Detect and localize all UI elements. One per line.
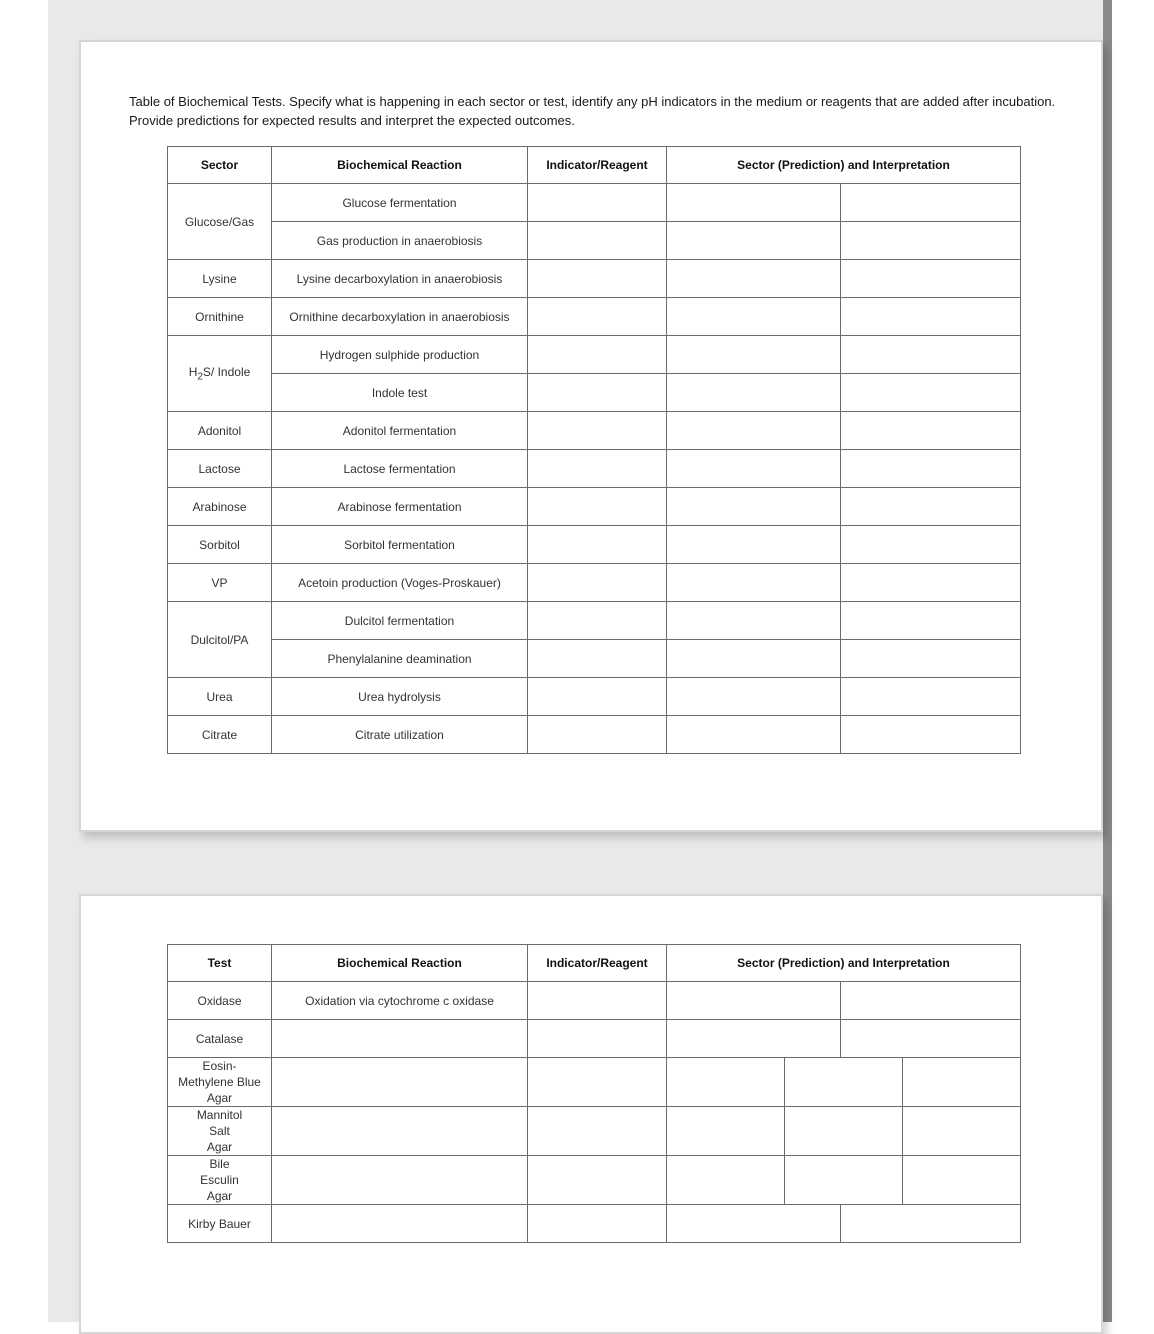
reaction-cell: Sorbitol fermentation [272,526,528,564]
interpretation-input-cell[interactable] [841,450,1021,488]
interpretation-input-cell[interactable] [841,716,1021,754]
indicator-input-cell[interactable] [528,260,667,298]
sector-cell: Dulcitol/PA [168,602,272,678]
table-row [168,1020,1021,1058]
prediction-input-cell[interactable] [667,526,841,564]
document-page-1 [79,40,1103,832]
prediction-input-cell[interactable] [667,488,841,526]
test-cell: Kirby Bauer [168,1205,272,1243]
interpretation-input-cell[interactable] [841,678,1021,716]
reaction-cell: Lactose fermentation [272,450,528,488]
sector-cell: Citrate [168,716,272,754]
table-row [168,298,1021,336]
indicator-input-cell[interactable] [528,336,667,374]
interpretation-input-cell[interactable] [841,564,1021,602]
indicator-input-cell[interactable] [528,450,667,488]
sector-cell: Urea [168,678,272,716]
indicator-input-cell[interactable] [528,526,667,564]
table-row [168,716,1021,754]
interpretation-input-cell[interactable] [841,336,1021,374]
table-row [168,260,1021,298]
reaction-cell: Adonitol fermentation [272,412,528,450]
instructions-paragraph: Table of Biochemical Tests. Specify what is happening in each sector or test, identify any pH indicators in the medium or reagents that are added after incubation. Provide predictions for expected results and interpret the expected outcomes. [129,94,1056,128]
table-row [168,1205,1021,1243]
test-name-line: Eosin- [202,1059,237,1073]
table-row [168,412,1021,450]
reaction-input-cell[interactable] [272,1156,528,1205]
prediction-input-cell[interactable] [785,1107,903,1156]
interpretation-input-cell[interactable] [903,1156,1021,1205]
indicator-input-cell[interactable] [528,1107,667,1156]
reaction-cell: Ornithine decarboxylation in anaerobiosis [272,298,528,336]
prediction-input-cell[interactable] [667,260,841,298]
biochemical-tests-table [167,146,1021,754]
table-row [168,374,1021,412]
interpretation-input-cell[interactable] [903,1058,1021,1107]
reaction-cell: Oxidation via cytochrome c oxidase [272,982,528,1020]
prediction-input-cell[interactable] [667,412,841,450]
interpretation-input-cell[interactable] [841,982,1021,1020]
interpretation-input-cell[interactable] [841,412,1021,450]
reaction-cell: Urea hydrolysis [272,678,528,716]
reaction-input-cell[interactable] [272,1058,528,1107]
sector-cell: Adonitol [168,412,272,450]
interpretation-input-cell[interactable] [903,1107,1021,1156]
test-name-line: Agar [206,1189,233,1203]
prediction-input-cell[interactable] [667,450,841,488]
indicator-input-cell[interactable] [528,602,667,640]
table-row [168,602,1021,640]
indicator-input-cell[interactable] [528,298,667,336]
sector-cell: Lysine [168,260,272,298]
prediction-input-cell[interactable] [667,336,841,374]
sector-cell [168,336,272,412]
prediction-input-cell[interactable] [667,1107,785,1156]
indicator-input-cell[interactable] [528,640,667,678]
test-name-line: Agar [206,1091,233,1105]
indicator-input-cell[interactable] [528,184,667,222]
prediction-input-cell[interactable] [667,1156,785,1205]
prediction-input-cell[interactable] [667,678,841,716]
table-row [168,982,1021,1020]
reaction-cell: Gas production in anaerobiosis [272,222,528,260]
sector-cell: Glucose/Gas [168,184,272,260]
table-row [168,336,1021,374]
prediction-input-cell[interactable] [667,564,841,602]
table-header-row [168,147,1021,184]
prediction-input-cell[interactable] [667,1205,841,1243]
indicator-input-cell[interactable] [528,1205,667,1243]
prediction-input-cell[interactable] [667,602,841,640]
test-name-line: Methylene Blue [178,1075,261,1089]
sector-cell: Lactose [168,450,272,488]
header-prediction-interpretation: Sector (Prediction) and Interpretation [667,945,1021,982]
test-name-line: Esculin [200,1173,239,1187]
prediction-input-cell[interactable] [667,982,841,1020]
reaction-cell: Hydrogen sulphide production [272,336,528,374]
reaction-cell: Arabinose fermentation [272,488,528,526]
prediction-input-cell[interactable] [667,184,841,222]
indicator-input-cell[interactable] [528,564,667,602]
sector-h2s-subscript: 2 [197,371,203,383]
table-row [168,678,1021,716]
indicator-input-cell[interactable] [528,1058,667,1107]
indicator-input-cell[interactable] [528,982,667,1020]
reaction-cell: Dulcitol fermentation [272,602,528,640]
sector-h2s-suffix: S/ Indole [202,364,251,379]
reaction-cell: Citrate utilization [272,716,528,754]
reaction-cell: Phenylalanine deamination [272,640,528,678]
interpretation-input-cell[interactable] [841,298,1021,336]
header-biochemical-reaction: Biochemical Reaction [272,945,528,982]
interpretation-input-cell[interactable] [841,374,1021,412]
test-name-line: Mannitol [196,1108,243,1122]
table-row [168,450,1021,488]
prediction-input-cell[interactable] [667,640,841,678]
reaction-input-cell[interactable] [272,1020,528,1058]
sector-cell: Ornithine [168,298,272,336]
table-row [168,564,1021,602]
interpretation-input-cell[interactable] [841,260,1021,298]
indicator-input-cell[interactable] [528,716,667,754]
table-row [168,1156,1021,1205]
header-prediction-interpretation: Sector (Prediction) and Interpretation [667,147,1021,184]
table-row [168,1107,1021,1156]
header-indicator-reagent: Indicator/Reagent [528,945,667,982]
table-row [168,640,1021,678]
interpretation-input-cell[interactable] [841,488,1021,526]
prediction-input-cell[interactable] [785,1156,903,1205]
additional-tests-table [167,944,1021,1243]
test-cell: Oxidase [168,982,272,1020]
table-row [168,488,1021,526]
reaction-input-cell[interactable] [272,1107,528,1156]
prediction-input-cell[interactable] [667,716,841,754]
sector-cell: Arabinose [168,488,272,526]
test-name-line: Salt [209,1124,230,1138]
indicator-input-cell[interactable] [528,488,667,526]
header-indicator-reagent: Indicator/Reagent [528,147,667,184]
document-page-2 [79,894,1103,1334]
table-row [168,184,1021,222]
test-cell [168,1107,272,1156]
test-name-line: Agar [206,1140,233,1154]
prediction-input-cell[interactable] [667,1020,841,1058]
prediction-input-cell[interactable] [667,374,841,412]
test-name-line: Bile [209,1157,230,1171]
scrollbar[interactable] [1103,0,1112,1322]
sector-cell: Sorbitol [168,526,272,564]
sector-h2s-prefix: H [188,364,198,379]
indicator-input-cell[interactable] [528,1156,667,1205]
prediction-input-cell[interactable] [667,298,841,336]
interpretation-input-cell[interactable] [841,222,1021,260]
table-row [168,1058,1021,1107]
reaction-cell: Glucose fermentation [272,184,528,222]
indicator-input-cell[interactable] [528,1020,667,1058]
header-biochemical-reaction: Biochemical Reaction [272,147,528,184]
test-cell: Catalase [168,1020,272,1058]
test-cell [168,1058,272,1107]
indicator-input-cell[interactable] [528,412,667,450]
interpretation-input-cell[interactable] [841,1020,1021,1058]
interpretation-input-cell[interactable] [841,602,1021,640]
interpretation-input-cell[interactable] [841,526,1021,564]
interpretation-input-cell[interactable] [841,640,1021,678]
reaction-input-cell[interactable] [272,1205,528,1243]
sector-cell: VP [168,564,272,602]
reaction-cell: Acetoin production (Voges-Proskauer) [272,564,528,602]
interpretation-input-cell[interactable] [841,184,1021,222]
table-header-row [168,945,1021,982]
reaction-cell: Indole test [272,374,528,412]
table-row [168,526,1021,564]
prediction-input-cell[interactable] [785,1058,903,1107]
indicator-input-cell[interactable] [528,222,667,260]
header-sector: Sector [168,147,272,184]
indicator-input-cell[interactable] [528,678,667,716]
table-row [168,222,1021,260]
prediction-input-cell[interactable] [667,222,841,260]
indicator-input-cell[interactable] [528,374,667,412]
test-cell [168,1156,272,1205]
header-test: Test [168,945,272,982]
reaction-cell: Lysine decarboxylation in anaerobiosis [272,260,528,298]
interpretation-input-cell[interactable] [841,1205,1021,1243]
prediction-input-cell[interactable] [667,1058,785,1107]
